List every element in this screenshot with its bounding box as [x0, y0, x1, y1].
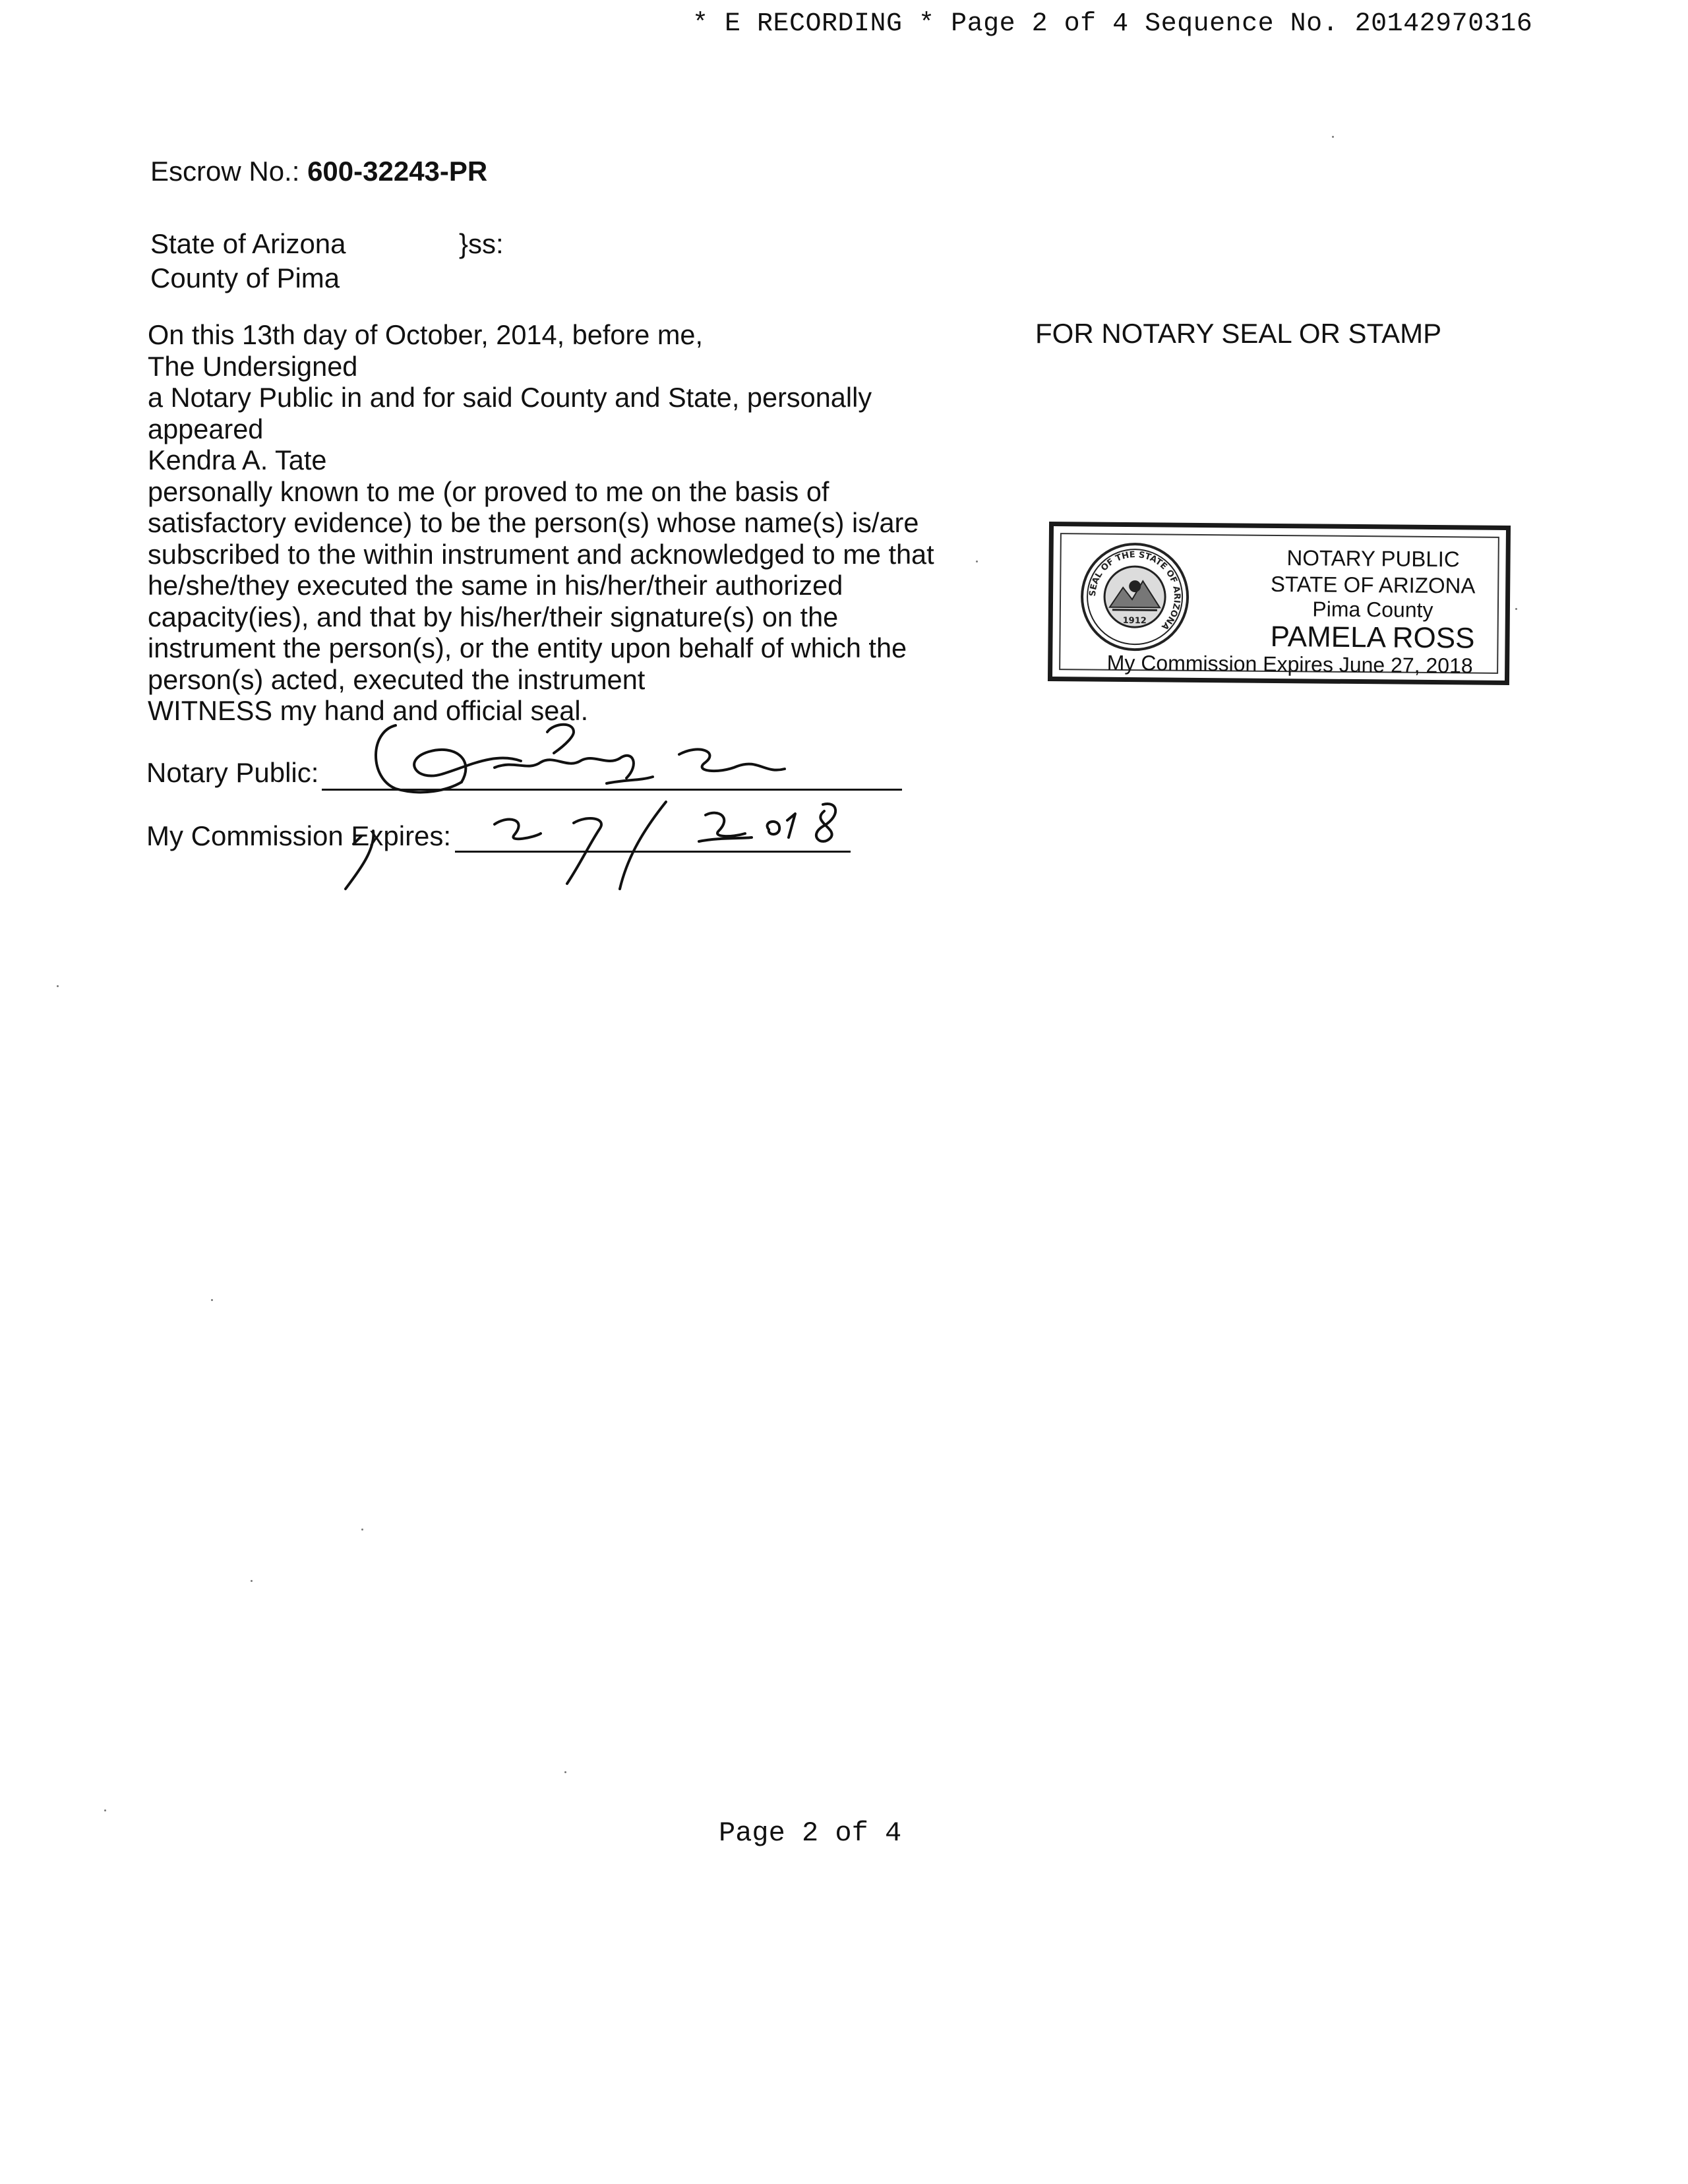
ack-line: personally known to me (or proved to me on the basis of	[148, 475, 829, 507]
scan-speck	[1332, 136, 1334, 138]
stamp-county: Pima County	[1312, 597, 1433, 622]
venue-state-line	[150, 227, 504, 261]
scan-speck	[564, 1771, 566, 1773]
acknowledgment-text	[148, 319, 979, 727]
venue-ss: }ss:	[459, 228, 504, 259]
scan-speck	[211, 1299, 213, 1301]
notary-stamp	[1048, 522, 1511, 685]
signature-stroke	[567, 818, 601, 884]
escrow-label: Escrow No.:	[150, 156, 300, 187]
scan-speck	[251, 1580, 253, 1582]
signature-stroke	[376, 725, 462, 792]
ack-line: person(s) acted, executed the instrument	[148, 663, 646, 695]
escrow-number: 600-32243-PR	[307, 156, 488, 187]
scan-speck	[104, 1809, 106, 1811]
ack-line: appeared	[148, 413, 264, 444]
commission-expires-label: My Commission Expires:	[146, 820, 452, 851]
handwritten-signature	[297, 706, 1009, 903]
stamp-notary-name: PAMELA ROSS	[1270, 620, 1475, 655]
scan-speck	[976, 561, 978, 562]
signature-stroke	[547, 725, 574, 753]
ack-line: satisfactory evidence) to be the person(s) whose name(s) is/are	[148, 507, 919, 538]
ack-line: On this 13th day of October, 2014, before me,	[148, 319, 704, 350]
signature-stroke	[346, 831, 373, 889]
ack-line: he/she/they executed the same in his/her/their authorized	[148, 570, 843, 601]
seal-area-label: FOR NOTARY SEAL OR STAMP	[1035, 318, 1442, 349]
scan-speck	[1515, 608, 1517, 610]
notary-public-label: Notary Public:	[146, 757, 319, 788]
signature-stroke	[699, 813, 752, 841]
signature-stroke	[679, 749, 785, 771]
page-number: Page 2 of 4	[719, 1817, 902, 1849]
venue-county: County of Pima	[150, 262, 340, 293]
signature-stroke	[816, 804, 835, 841]
stamp-state: STATE OF ARIZONA	[1270, 571, 1476, 598]
ack-line: a Notary Public in and for said County and State, personally	[148, 382, 872, 413]
ack-line: instrument the person(s), or the entity upon behalf of which the	[148, 632, 907, 663]
scan-speck	[361, 1529, 363, 1531]
ack-line: The Undersigned	[148, 350, 358, 382]
ack-line: WITNESS my hand and official seal.	[148, 695, 589, 726]
signature-stroke	[620, 802, 666, 889]
ack-line: subscribed to the within instrument and acknowledged to me that	[148, 538, 934, 570]
scan-speck	[57, 985, 59, 987]
stamp-title: NOTARY PUBLIC	[1286, 545, 1460, 572]
venue-state: State of Arizona	[150, 228, 346, 259]
venue-block	[150, 227, 504, 295]
signature-stroke	[495, 820, 541, 839]
seal-year: 1912	[1122, 615, 1147, 626]
ack-line: Kendra A. Tate	[148, 444, 327, 475]
stamp-expiration: My Commission Expires June 27, 2018	[1106, 650, 1473, 678]
signature-stroke	[768, 814, 795, 837]
ack-line: capacity(ies), and that by his/her/their signature(s) on the	[148, 601, 839, 632]
recording-header: * E RECORDING * Page 2 of 4 Sequence No. 20142970316	[692, 9, 1533, 39]
escrow-line	[150, 156, 487, 187]
state-seal-icon	[1079, 541, 1190, 652]
seal-ring-text: SEAL OF THE STATE OF ARIZONA	[1087, 549, 1182, 632]
